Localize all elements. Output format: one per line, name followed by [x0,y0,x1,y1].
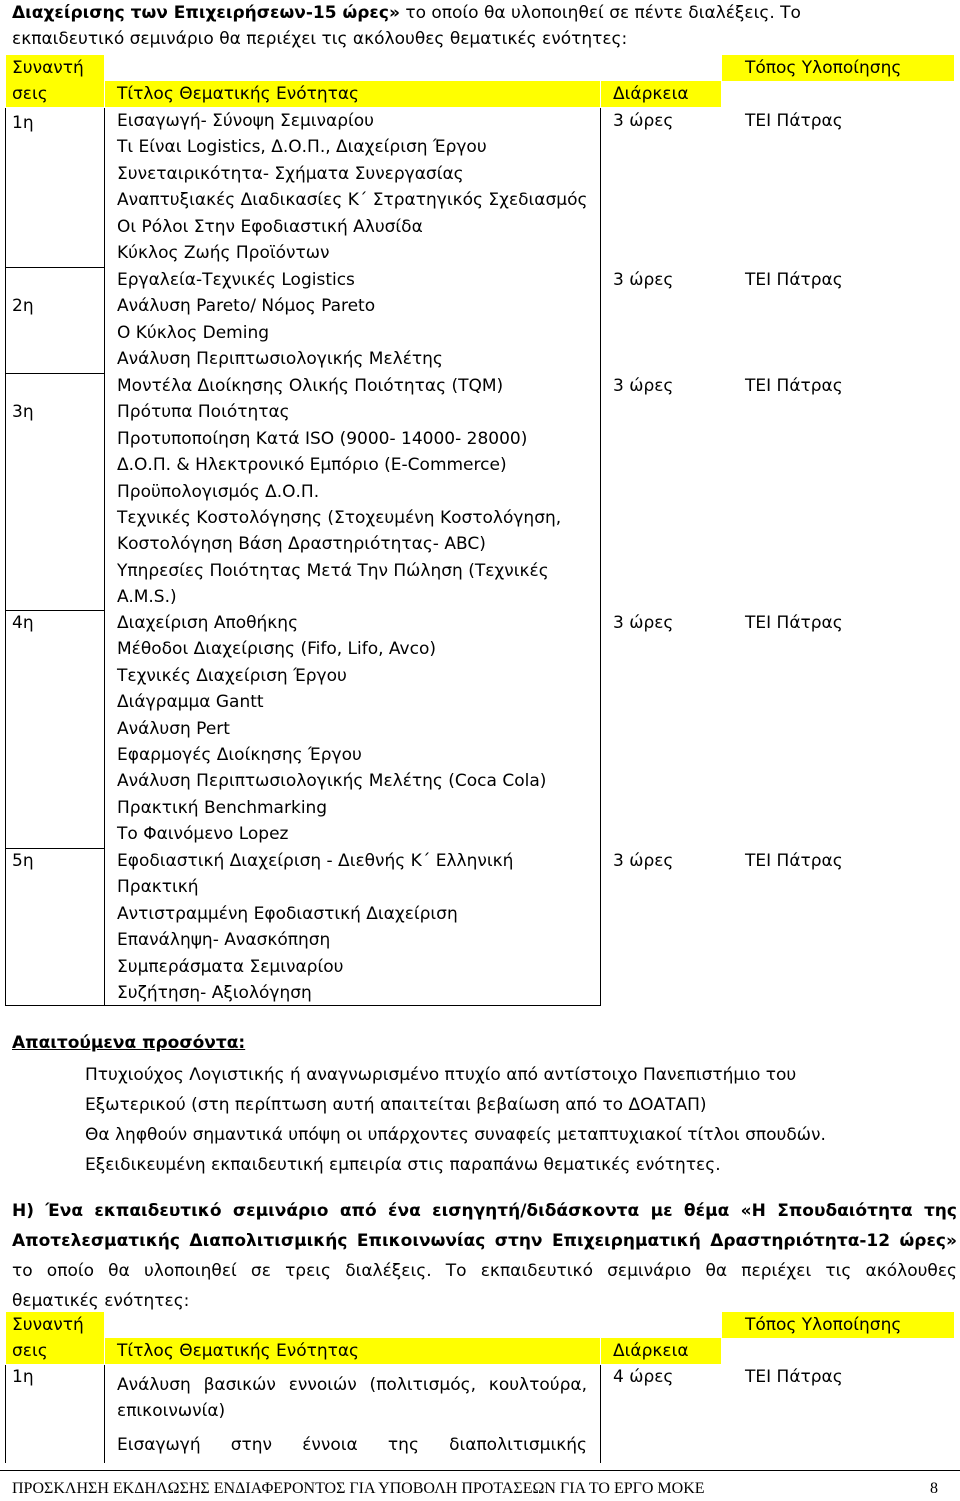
row4-duration: 3 ώρες [613,613,674,633]
topic-item: Κύκλος Ζωής Προϊόντων [117,242,330,263]
t2-row1-duration: 4 ώρες [613,1367,674,1387]
topic-item: Διαχείριση Αποθήκης [117,613,299,633]
topic-item: Ανάλυση Περιπτωσιολογικής Μελέτης (Coca Cola) [117,771,547,792]
footer-rule [0,1470,960,1471]
topic-item: A.M.S.) [117,587,177,608]
topic-item: Αναπτυξιακές Διαδικασίες Κ΄ Στρατηγικός Σχεδιασμός [117,190,588,211]
row3-topics [117,373,561,611]
section-h-line-2: Αποτελεσματικής Διαπολιτισμικής Επικοινωνίας στην Επιχειρηματική Δραστηριότητα-12 ώρες» [12,1231,957,1251]
topic-item: Υπηρεσίες Ποιότητας Μετά Την Πώληση (Τεχνικές [117,560,549,581]
row2-session: 2η [12,296,34,316]
topic-item: Ο Κύκλος Deming [117,322,270,343]
row1-topics [117,108,587,266]
topic-item: Οι Ρόλοι Στην Εφοδιαστική Αλυσίδα [117,216,423,237]
row2-place: ΤΕΙ Πάτρας [745,270,843,290]
row1-duration: 3 ώρες [613,111,674,131]
topic-item: Συζήτηση- Αξιολόγηση [117,982,312,1003]
topic-item: Προτυποποίηση Κατά ISO (9000- 14000- 28000) [117,428,528,449]
t2-row1-place: ΤΕΙ Πάτρας [745,1367,843,1387]
table1-col-divider-2 [600,108,601,1006]
table2-col-divider-2 [600,1365,601,1463]
topic-item: Εφαρμογές Διοίκησης Έργου [117,744,362,765]
topic-item: Δ.Ο.Π. & Ηλεκτρονικό Εμπόριο (E-Commerce) [117,455,507,476]
topic-item: Εργαλεία-Τεχνικές Logistics [117,270,355,290]
topic-item: Αντιστραμμένη Εφοδιαστική Διαχείριση [117,903,458,924]
row1-place: ΤΕΙ Πάτρας [745,111,843,131]
section-h-line-4: θεματικές ενότητες: [12,1291,190,1311]
table1-left-border [5,108,6,1006]
topic-item: Εφοδιαστική Διαχείριση - Διεθνής Κ΄ Ελληνική [117,851,514,871]
topic-item: Κοστολόγηση Βάση Δραστηριότητας- ABC) [117,534,486,555]
requirement-item: Πτυχιούχος Λογιστικής ή αναγνωρισμένο πτυχίο από αντίστοιχο Πανεπιστήμιο του [85,1065,797,1085]
header-place: Τόπος Υλοποίησης [745,58,902,78]
header-duration: Διάρκεια [613,84,689,104]
section-h-line-1: Η) Ένα εκπαιδευτικό σεμινάριο από ένα εισηγητή/διδάσκοντα με θέμα «Η Σπουδαιότητα της [12,1201,957,1221]
topic-item: Διάγραμμα Gantt [117,692,264,713]
topic-item: Προϋπολογισμός Δ.Ο.Π. [117,481,320,502]
topic-item: Συνεταιρικότητα- Σχήματα Συνεργασίας [117,163,464,184]
t2-row1-topic-2: επικοινωνία) [117,1401,226,1421]
topic-item: Πρότυπα Ποιότητας [117,402,290,423]
section-h-line-3: το οποίο θα υλοποιηθεί σε τρεις διαλέξεις. Το εκπαιδευτικό σεμινάριο θα περιέχει τις ακόλουθες [12,1261,957,1281]
header-duration: Διάρκεια [613,1341,689,1361]
topic-item: Ανάλυση Pareto/ Νόμος Pareto [117,296,376,317]
intro-rest: το οποίο θα υλοποιηθεί σε πέντε διαλέξεις. Το [399,3,801,23]
topic-item: Μέθοδοι Διαχείρισης (Fifo, Lifo, Avco) [117,639,436,660]
row3-session: 3η [12,402,34,422]
table2-col-divider-1 [104,1365,105,1463]
header-sessions-1: Συναντή [12,1315,84,1335]
t2-row1-session: 1η [12,1367,34,1387]
topic-item: Τεχνικές Κοστολόγησης (Στοχευμένη Κοστολόγηση, [117,507,562,528]
row5-session: 5η [12,851,34,871]
topic-item: Πρακτική Benchmarking [117,797,328,818]
header-place: Τόπος Υλοποίησης [745,1315,902,1335]
table1-col-divider-1 [104,108,105,1006]
row2-topics [117,267,443,373]
requirement-item: Θα ληφθούν σημαντικά υπόψη οι υπάρχοντες συναφείς μεταπτυχιακοί τίτλοι σπουδών. [85,1125,826,1145]
requirement-item: Εξωτερικού (στη περίπτωση αυτή απαιτείται βεβαίωση από το ΔΟΑΤΑΠ) [85,1095,707,1115]
row3-duration: 3 ώρες [613,376,674,396]
topic-item: Τι Είναι Logistics, Δ.Ο.Π., Διαχείριση Έργου [117,137,487,158]
topic-item: Τεχνικές Διαχείριση Έργου [117,665,347,686]
topic-item: Επανάληψη- Ανασκόπηση [117,930,331,951]
requirement-item: Εξειδικευμένη εκπαιδευτική εμπειρία στις παραπάνω θεματικές ενότητες. [85,1155,721,1175]
section-h [12,1196,957,1316]
row5-place: ΤΕΙ Πάτρας [745,851,843,871]
row5-topics [117,848,513,1006]
header-title: Τίτλος Θεματικής Ενότητας [117,1341,360,1361]
table2-left-border [5,1365,6,1463]
footer-text: ΠΡΟΣΚΛΗΣΗ ΕΚΔΗΛΩΣΗΣ ΕΝΔΙΑΦΕΡΟΝΤΟΣ ΓΙΑ ΥΠΟΒΟΛΗ ΠΡΟΤΑΣΕΩΝ ΓΙΑ ΤΟ ΕΡΓΟ ΜΟΚΕ [12,1480,705,1497]
page-number: 8 [930,1480,938,1497]
topic-item: Ανάλυση Pert [117,718,230,739]
intro-line-2: εκπαιδευτικό σεμινάριο θα περιέχει τις ακόλουθες θεματικές ενότητες: [12,29,628,49]
page-footer [12,1480,938,1498]
header-sessions-1: Συναντή [12,58,84,78]
header-sessions-2: σεις [12,1341,48,1361]
t2-row1-topic-3: Εισαγωγή στην έννοια της διαπολιτισμικής [117,1435,587,1455]
table1-row-sep-1 [5,267,105,268]
requirements-heading: Απαιτούμενα προσόντα: [12,1033,246,1053]
topic-item: Το Φαινόμενο Lopez [117,824,289,845]
row4-topics [117,610,546,848]
topic-item: Συμπεράσματα Σεμιναρίου [117,956,344,977]
row4-place: ΤΕΙ Πάτρας [745,613,843,633]
topic-item: Ανάλυση Περιπτωσιολογικής Μελέτης [117,349,443,370]
header-sessions-2: σεις [12,84,48,104]
requirements-list [85,1060,955,1180]
header-title: Τίτλος Θεματικής Ενότητας [117,84,360,104]
topic-item: Μοντέλα Διοίκησης Ολικής Ποιότητας (TQM) [117,376,504,396]
table1-row-sep-2 [5,373,105,374]
t2-row1-topic-1: Ανάλυση βασικών εννοιών (πολιτισμός, κουλτούρα, [117,1375,587,1395]
topic-item: Εισαγωγή- Σύνοψη Σεμιναρίου [117,111,374,131]
intro-line-1 [12,0,801,26]
topic-item: Πρακτική [117,877,199,898]
row4-session: 4η [12,613,34,633]
row1-session: 1η [12,113,34,133]
row2-duration: 3 ώρες [613,270,674,290]
intro-bold-title: Διαχείρισης των Επιχειρήσεων-15 ώρες» [12,3,400,23]
row5-duration: 3 ώρες [613,851,674,871]
row3-place: ΤΕΙ Πάτρας [745,376,843,396]
